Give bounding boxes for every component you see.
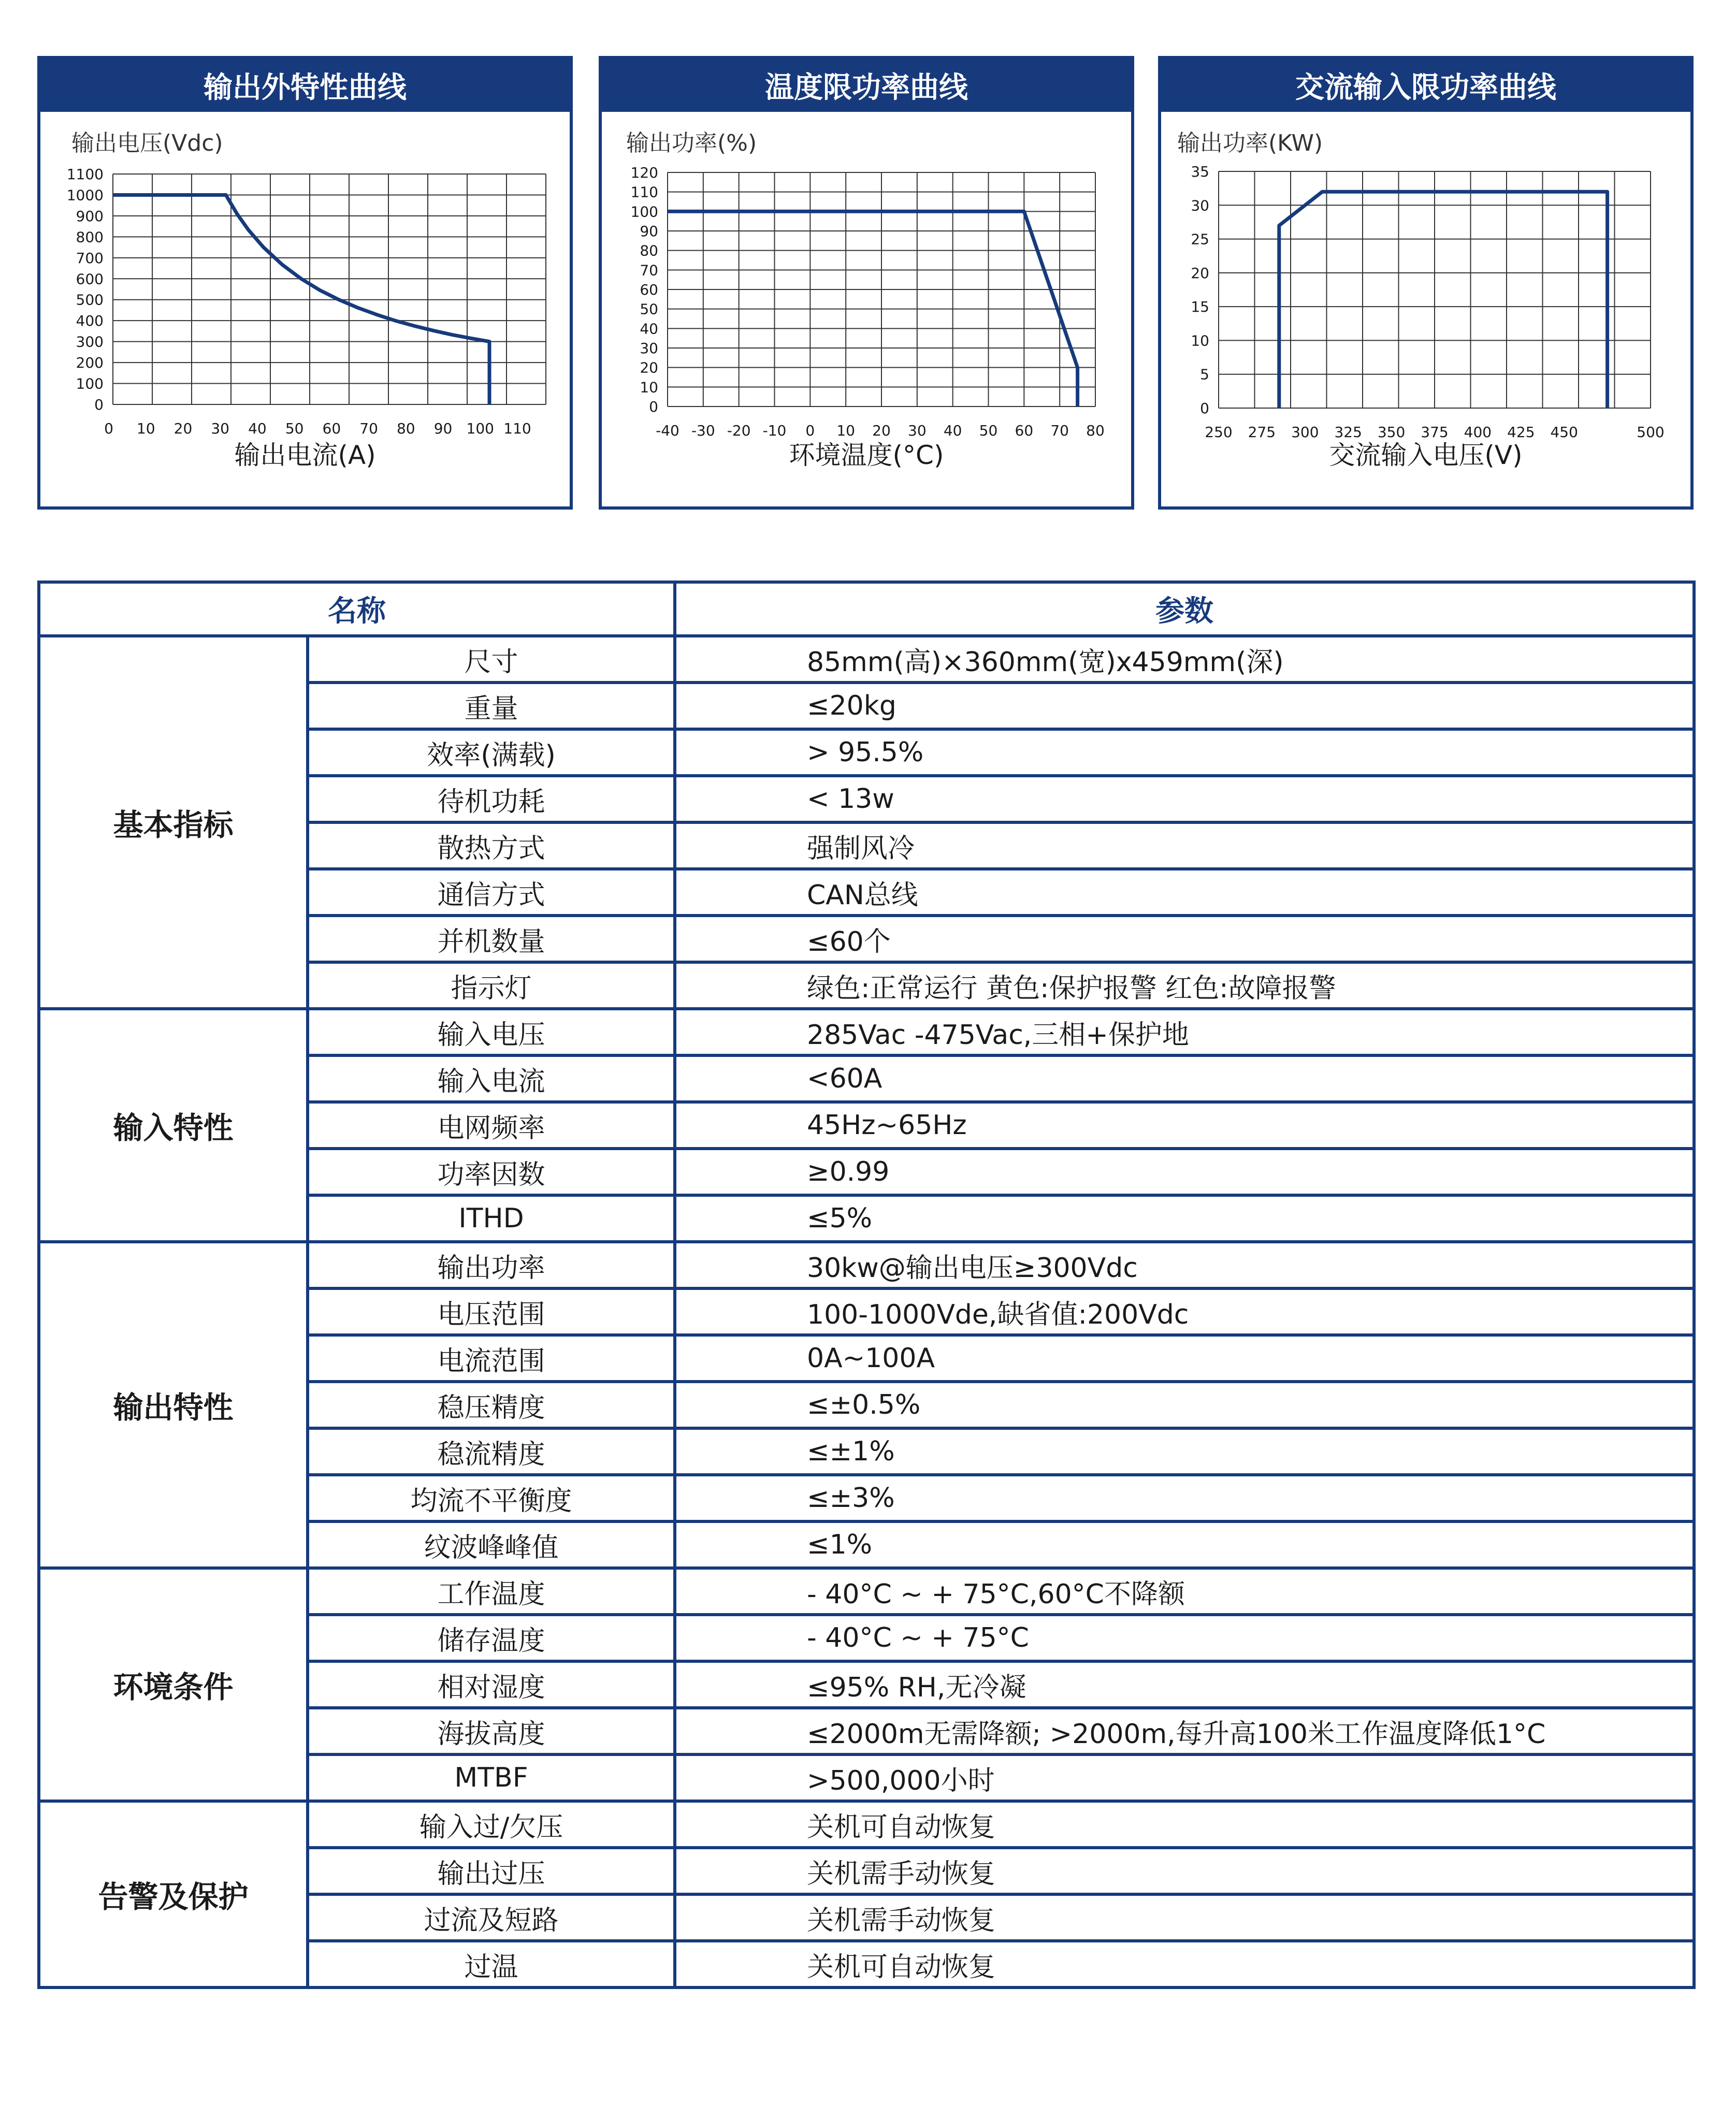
- table-row: [39, 1801, 1694, 1848]
- param-value: ≤20kg: [675, 683, 1694, 729]
- y-tick-label: 120: [630, 164, 658, 181]
- x-tick-label: 30: [908, 422, 927, 439]
- param-name: 稳压精度: [308, 1382, 675, 1428]
- param-name: 输入电压: [308, 1009, 675, 1055]
- y-tick-label: 30: [640, 340, 658, 357]
- param-name: 输入过/欠压: [308, 1801, 675, 1848]
- param-value: 关机需手动恢复: [675, 1894, 1694, 1941]
- param-name: 纹波峰峰值: [308, 1521, 675, 1568]
- param-value: ≤1%: [675, 1521, 1694, 1568]
- group-label: 输入特性: [39, 1009, 308, 1242]
- x-tick-label: 375: [1421, 424, 1449, 441]
- param-value: 绿色:正常运行 黄色:保护报警 红色:故障报警: [675, 962, 1694, 1009]
- x-tick-label: 20: [872, 422, 891, 439]
- y-tick-label: 600: [76, 270, 104, 288]
- y-tick-label: 10: [640, 379, 658, 396]
- param-value: 关机可自动恢复: [675, 1801, 1694, 1848]
- y-tick-label: 400: [76, 312, 104, 330]
- x-tick-label: 10: [136, 420, 155, 437]
- param-value: 关机需手动恢复: [675, 1848, 1694, 1894]
- chart-title: 输出外特性曲线: [40, 59, 570, 112]
- x-tick-label: -10: [762, 422, 787, 439]
- y-tick-label: 800: [76, 228, 104, 246]
- x-tick-label: 425: [1507, 424, 1535, 441]
- y-tick-label: 1000: [66, 186, 104, 204]
- group-label: 输出特性: [39, 1242, 308, 1568]
- y-tick-label: 5: [1200, 366, 1209, 383]
- param-name: 过流及短路: [308, 1894, 675, 1941]
- param-value: ≤60个: [675, 916, 1694, 962]
- param-name: 电网频率: [308, 1102, 675, 1149]
- y-tick-label: 25: [1191, 230, 1209, 248]
- param-name: 散热方式: [308, 822, 675, 869]
- param-name: 过温: [308, 1941, 675, 1987]
- y-tick-label: 110: [630, 183, 658, 201]
- param-value: >500,000小时: [675, 1754, 1694, 1801]
- x-tick-label: 60: [1015, 422, 1034, 439]
- table-row: [39, 1242, 1694, 1288]
- x-tick-label: 30: [211, 420, 230, 437]
- x-tick-label: -20: [727, 422, 751, 439]
- y-tick-label: 20: [640, 359, 658, 376]
- y-tick-label: 40: [640, 320, 658, 338]
- param-name: 工作温度: [308, 1568, 675, 1615]
- y-tick-label: 10: [1191, 332, 1209, 350]
- y-tick-label: 200: [76, 354, 104, 372]
- x-axis-label: 交流输入电压(V): [1329, 440, 1523, 470]
- param-value: ≤95% RH,无冷凝: [675, 1661, 1694, 1708]
- param-name: MTBF: [308, 1754, 675, 1801]
- y-tick-label: 70: [640, 262, 658, 279]
- param-value: 0A~100A: [675, 1335, 1694, 1382]
- x-tick-label: 50: [979, 422, 998, 439]
- y-axis-label: 输出功率(%): [626, 130, 757, 156]
- x-tick-label: 350: [1377, 424, 1406, 441]
- x-tick-label: -30: [691, 422, 715, 439]
- x-tick-label: 10: [836, 422, 855, 439]
- y-tick-label: 500: [76, 291, 104, 309]
- group-label: 环境条件: [39, 1568, 308, 1801]
- y-tick-label: 30: [1191, 197, 1209, 214]
- param-name: 稳流精度: [308, 1428, 675, 1475]
- param-value: 100-1000Vde,缺省值:200Vdc: [675, 1288, 1694, 1335]
- param-name: 电流范围: [308, 1335, 675, 1382]
- param-value: ≤5%: [675, 1195, 1694, 1242]
- x-tick-label: 40: [943, 422, 962, 439]
- param-value: 30kw@输出电压≥300Vdc: [675, 1242, 1694, 1288]
- x-tick-label: 40: [248, 420, 267, 437]
- y-tick-label: 700: [76, 249, 104, 267]
- table-row: [39, 1568, 1694, 1615]
- table-row: [39, 636, 1694, 683]
- temperature-derating-chart: [602, 112, 1131, 506]
- output-characteristic-chart: [40, 112, 570, 506]
- x-tick-label: 110: [503, 420, 531, 437]
- param-name: 待机功耗: [308, 776, 675, 822]
- spec-table: [37, 581, 1696, 1989]
- ac-input-derating-chart: [1161, 112, 1690, 506]
- y-tick-label: 20: [1191, 264, 1209, 282]
- param-name: 相对湿度: [308, 1661, 675, 1708]
- y-tick-label: 90: [640, 223, 658, 240]
- param-value: 关机可自动恢复: [675, 1941, 1694, 1987]
- y-axis-label: 输出功率(KW): [1177, 130, 1323, 156]
- param-value: CAN总线: [675, 869, 1694, 916]
- param-value: ≤±0.5%: [675, 1382, 1694, 1428]
- y-tick-label: 60: [640, 281, 658, 298]
- param-value: 45Hz~65Hz: [675, 1102, 1694, 1149]
- y-tick-label: 1100: [66, 166, 104, 183]
- param-name: 电压范围: [308, 1288, 675, 1335]
- chart-title: 温度限功率曲线: [602, 59, 1131, 112]
- header-value: 参数: [675, 582, 1694, 636]
- x-tick-label: 70: [1050, 422, 1069, 439]
- x-tick-label: -40: [656, 422, 679, 439]
- x-tick-label: 90: [433, 420, 453, 437]
- param-value: ≤±1%: [675, 1428, 1694, 1475]
- group-label: 基本指标: [39, 636, 308, 1009]
- param-value: 强制风冷: [675, 822, 1694, 869]
- param-name: 输入电流: [308, 1055, 675, 1102]
- table-row: [39, 1009, 1694, 1055]
- param-value: ≥0.99: [675, 1149, 1694, 1195]
- param-value: <60A: [675, 1055, 1694, 1102]
- param-name: 功率因数: [308, 1149, 675, 1195]
- table-header-row: [39, 582, 1694, 636]
- y-tick-label: 100: [76, 375, 104, 393]
- x-tick-label: 70: [359, 420, 378, 437]
- x-tick-label: 300: [1291, 424, 1319, 441]
- param-value: > 95.5%: [675, 729, 1694, 776]
- y-tick-label: 15: [1191, 298, 1209, 316]
- chart-title: 交流输入限功率曲线: [1161, 59, 1690, 112]
- chart-panel-temperature-derating: [599, 56, 1134, 510]
- x-tick-label: 80: [1086, 422, 1105, 439]
- param-value: - 40°C ~ + 75°C: [675, 1615, 1694, 1661]
- x-tick-label: 0: [104, 420, 113, 437]
- param-value: 285Vac -475Vac,三相+保护地: [675, 1009, 1694, 1055]
- group-label: 告警及保护: [39, 1801, 308, 1987]
- chart-panel-ac-input-derating: [1158, 56, 1694, 510]
- y-tick-label: 35: [1191, 163, 1209, 180]
- y-tick-label: 900: [76, 207, 104, 225]
- x-tick-label: 325: [1334, 424, 1362, 441]
- param-value: ≤2000m无需降额; >2000m,每升高100米工作温度降低1°C: [675, 1708, 1694, 1754]
- param-value: - 40°C ~ + 75°C,60°C不降额: [675, 1568, 1694, 1615]
- param-name: 并机数量: [308, 916, 675, 962]
- param-value: 85mm(高)×360mm(宽)x459mm(深): [675, 636, 1694, 683]
- y-tick-label: 80: [640, 242, 658, 259]
- y-tick-label: 50: [640, 300, 658, 318]
- x-tick-label: 250: [1205, 424, 1233, 441]
- param-name: 重量: [308, 683, 675, 729]
- series-line: [1279, 192, 1608, 408]
- y-tick-label: 100: [630, 203, 658, 221]
- param-value: < 13w: [675, 776, 1694, 822]
- x-tick-label: 450: [1550, 424, 1578, 441]
- y-tick-label: 0: [94, 396, 104, 413]
- x-tick-label: 50: [285, 420, 304, 437]
- y-tick-label: 0: [649, 398, 658, 415]
- param-name: 海拔高度: [308, 1708, 675, 1754]
- param-name: 效率(满载): [308, 729, 675, 776]
- x-axis-label: 环境温度(°C): [789, 440, 944, 470]
- param-name: 尺寸: [308, 636, 675, 683]
- x-tick-label: 20: [173, 420, 193, 437]
- x-axis-label: 输出电流(A): [234, 440, 376, 470]
- x-tick-label: 100: [466, 420, 494, 437]
- x-tick-label: 400: [1464, 424, 1492, 441]
- param-value: ≤±3%: [675, 1475, 1694, 1521]
- x-tick-label: 500: [1637, 424, 1665, 441]
- param-name: 储存温度: [308, 1615, 675, 1661]
- param-name: 输出功率: [308, 1242, 675, 1288]
- x-tick-label: 275: [1248, 424, 1276, 441]
- param-name: 指示灯: [308, 962, 675, 1009]
- chart-panel-output-characteristic: [37, 56, 573, 510]
- y-axis-label: 输出电压(Vdc): [71, 130, 223, 156]
- y-tick-label: 300: [76, 333, 104, 351]
- param-name: 输出过压: [308, 1848, 675, 1894]
- x-tick-label: 0: [805, 422, 815, 439]
- header-name: 名称: [39, 582, 675, 636]
- param-name: ITHD: [308, 1195, 675, 1242]
- x-tick-label: 60: [322, 420, 341, 437]
- param-name: 通信方式: [308, 869, 675, 916]
- param-name: 均流不平衡度: [308, 1475, 675, 1521]
- x-tick-label: 80: [396, 420, 415, 437]
- y-tick-label: 0: [1200, 400, 1209, 417]
